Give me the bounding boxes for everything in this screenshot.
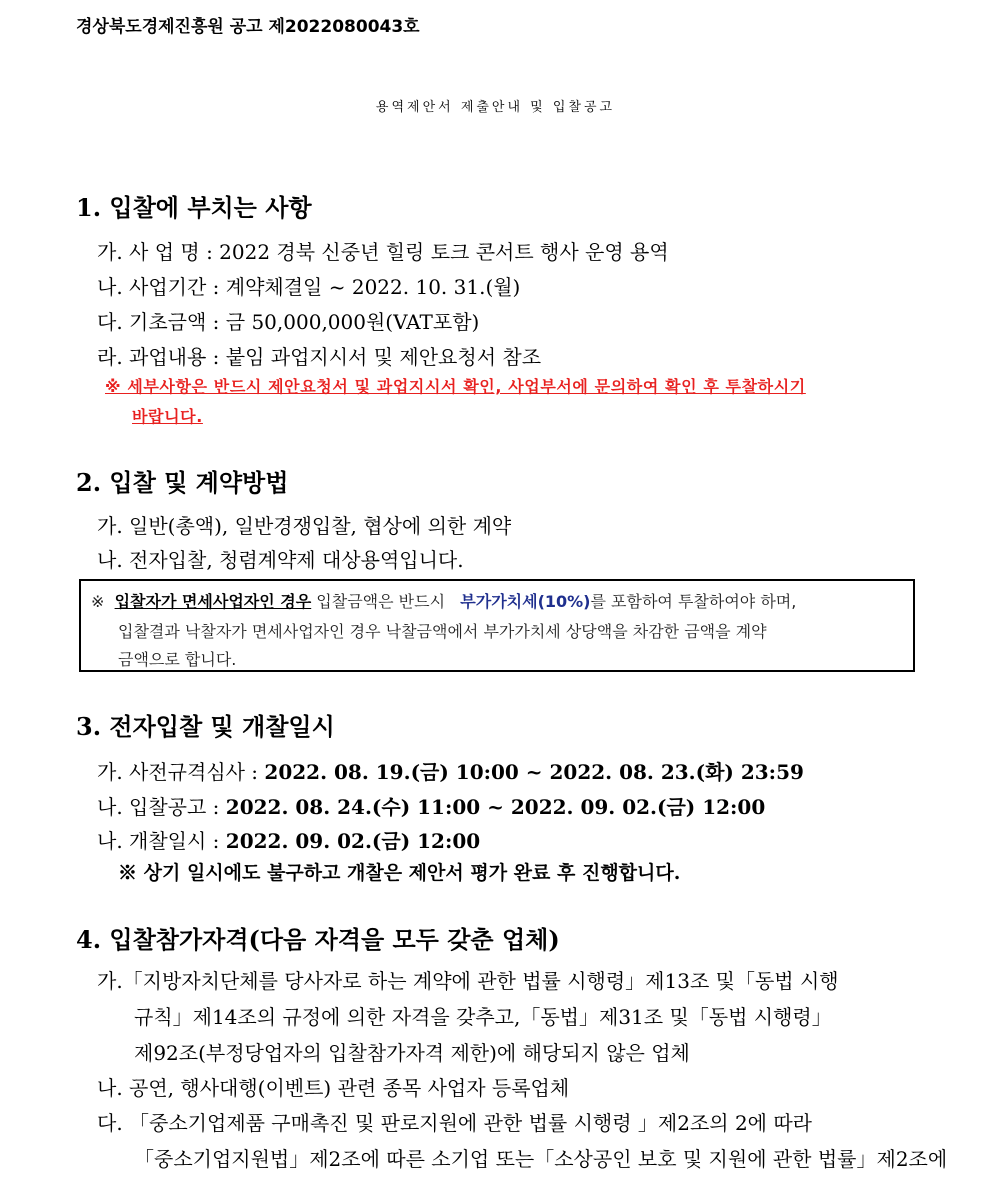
section-4-line-2: 규칙」제14조의 규정에 의한 자격을 갖추고,「동법」제31조 및「동법 시행령」 <box>134 1005 832 1029</box>
section-2-item-electronic: 나. 전자입찰, 청렴계약제 대상용역입니다. <box>97 548 464 572</box>
notice-box-line-2: 입찰결과 낙찰자가 면세사업자인 경우 낙찰금액에서 부가가치세 상당액을 차감한 금액을 계약 <box>118 622 767 641</box>
item-value: 2022 경북 신중년 힐링 토크 콘서트 행사 운영 용역 <box>219 240 669 264</box>
item-value: 계약체결일 ~ 2022. 10. 31.(월) <box>225 275 521 299</box>
item-value: 붙임 과업지시서 및 제안요청서 참조 <box>225 345 542 369</box>
section-3-item-bid-notice <box>97 791 765 820</box>
section-3-heading: 3. 전자입찰 및 개찰일시 <box>76 712 335 741</box>
notice-box-line-3: 금액으로 합니다. <box>118 650 237 669</box>
section-1-item-base-amount <box>97 306 479 335</box>
item-label: 다. 기초금액 : <box>97 310 220 334</box>
section-4-line-3: 제92조(부정당업자의 입찰참가자격 제한)에 해당되지 않은 업체 <box>134 1041 690 1065</box>
item-value: 2022. 08. 19.(금) 10:00 ~ 2022. 08. 23.(화) 23:59 <box>264 760 804 784</box>
section-4-heading: 4. 입찰참가자격(다음 자격을 모두 갖춘 업체) <box>76 925 560 954</box>
section-1-item-task <box>97 341 541 370</box>
tax-exempt-notice-box <box>79 579 915 672</box>
item-label: 나. 개찰일시 : <box>97 829 220 853</box>
item-label: 나. 사업기간 : <box>97 275 220 299</box>
section-4-line-6: 「중소기업지원법」제2조에 따른 소기업 또는「소상공인 보호 및 지원에 관한 법률」제2조에 <box>134 1147 948 1171</box>
item-label: 라. 과업내용 : <box>97 345 220 369</box>
item-label: 가. 사 업 명 : <box>97 240 213 264</box>
notice-underlined-text: 입찰자가 면세사업자인 경우 <box>114 592 312 611</box>
opening-note: ※ 상기 일시에도 불구하고 개찰은 제안서 평가 완료 후 진행합니다. <box>118 862 681 884</box>
section-1-item-business-name <box>97 236 669 265</box>
item-value: 금 50,000,000원(VAT포함) <box>225 310 480 334</box>
item-label: 나. 입찰공고 : <box>97 795 220 819</box>
warning-line-2: 바랍니다. <box>132 407 203 426</box>
notice-box-line-1: ※ 입찰자가 면세사업자인 경우 입찰금액은 반드시 부가가치세(10%)를 포함하여 투찰하여야 하며, <box>91 592 797 611</box>
section-2-item-method: 가. 일반(총액), 일반경쟁입찰, 협상에 의한 계약 <box>97 514 512 538</box>
item-value: 2022. 08. 24.(수) 11:00 ~ 2022. 09. 02.(금) 12:00 <box>225 795 766 819</box>
item-label: 가. 사전규격심사 : <box>97 760 259 784</box>
notice-number: 경상북도경제진흥원 공고 제2022080043호 <box>76 17 420 37</box>
section-4-line-5: 다. 「중소기업제품 구매촉진 및 판로지원에 관한 법률 시행령 」제2조의 2에 따라 <box>97 1111 812 1135</box>
document-title: 용역제안서 제출안내 및 입찰공고 <box>375 100 616 115</box>
item-value: 2022. 09. 02.(금) 12:00 <box>225 829 481 853</box>
section-4-line-4: 나. 공연, 행사대행(이벤트) 관련 종목 사업자 등록업체 <box>97 1076 570 1100</box>
vat-highlight: 부가가치세(10%) <box>460 592 591 611</box>
section-2-heading: 2. 입찰 및 계약방법 <box>76 468 289 497</box>
section-4-line-1: 가.「지방자치단체를 당사자로 하는 계약에 관한 법률 시행령」제13조 및「동법 시행 <box>97 969 839 993</box>
section-3-item-opening <box>97 825 480 854</box>
warning-line-1: ※ 세부사항은 반드시 제안요청서 및 과업지시서 확인, 사업부서에 문의하여 확인 후 투찰하시기 <box>105 377 806 396</box>
section-1-item-period <box>97 271 520 300</box>
section-1-heading: 1. 입찰에 부치는 사항 <box>76 193 312 222</box>
section-3-item-prespec <box>97 756 804 785</box>
